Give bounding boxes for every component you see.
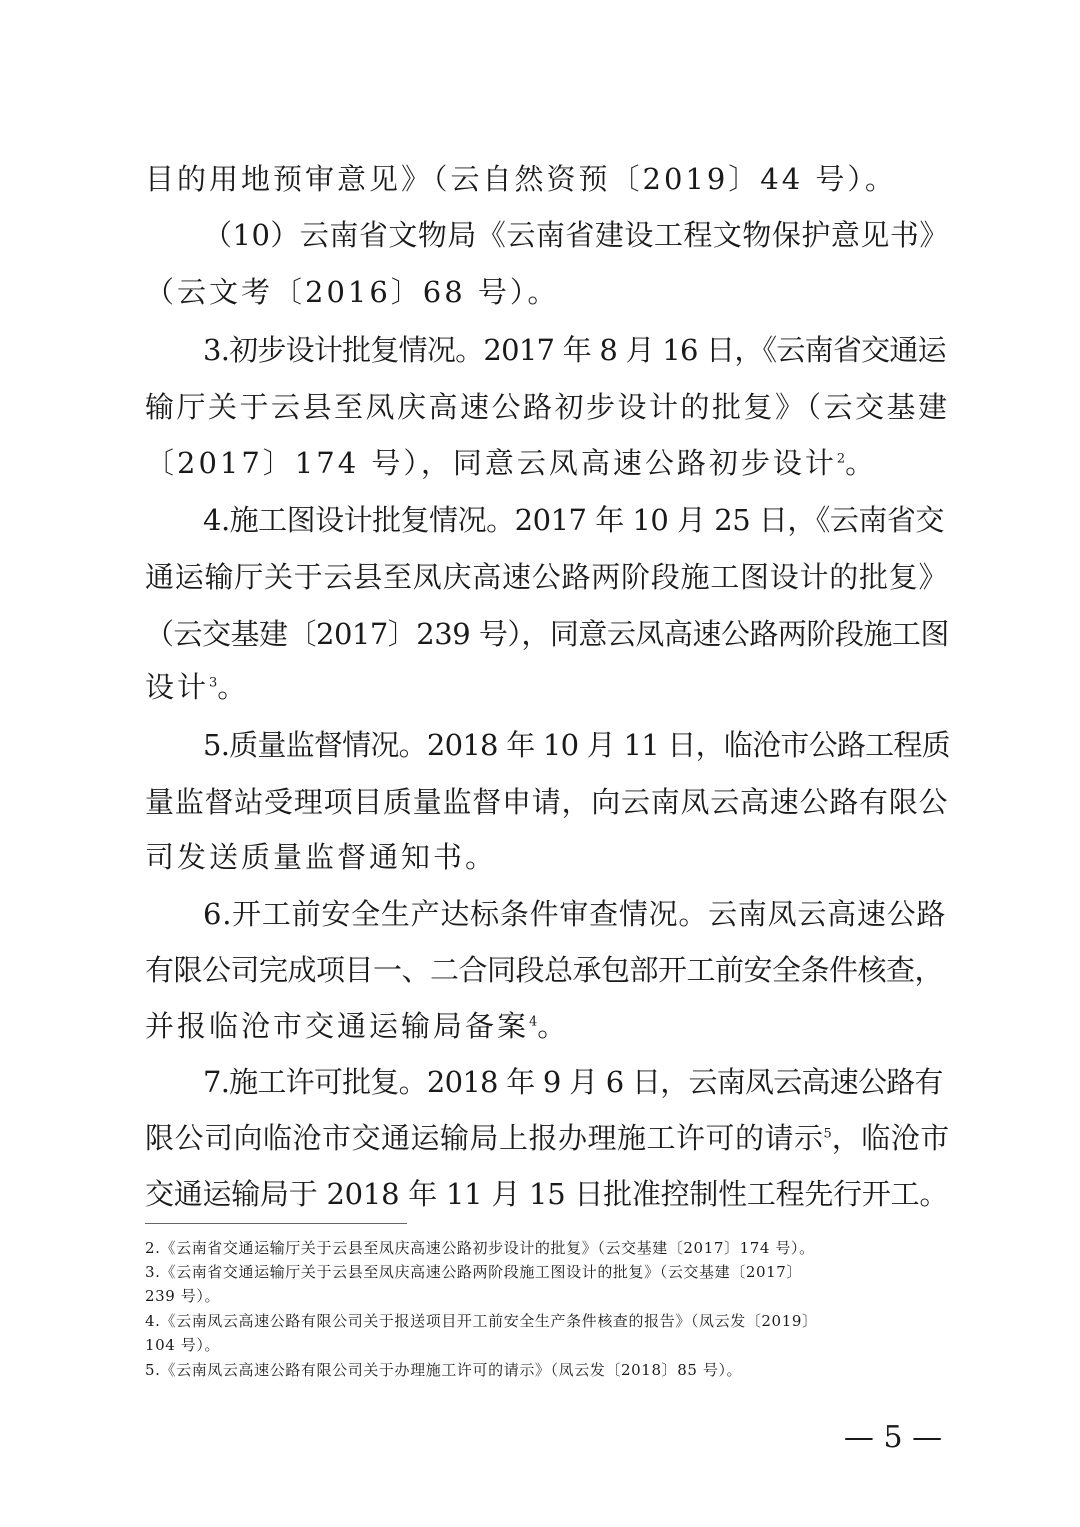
body-line: （云交基建〔2017〕239 号），同意云凤高速公路两阶段施工图 <box>145 617 949 651</box>
footnote-line: 2.《云南省交通运输厅关于云县至凤庆高速公路初步设计的批复》（云交基建〔2017〕174 号）。 <box>145 1239 815 1257</box>
footnote-ref: 5 <box>823 1126 832 1142</box>
body-line: 设计$^3$。 <box>145 670 250 704</box>
body-line: 4.施工图设计批复情况。2017 年 10 月 25 日，《云南省交 <box>203 503 944 537</box>
body-line: 输厅关于云县至凤庆高速公路初步设计的批复》（云交基建 <box>145 390 950 424</box>
page-number: — 5 — <box>843 1420 943 1455</box>
body-line: 司发送质量监督通知书。 <box>145 840 498 874</box>
footnote-line: 5.《云南凤云高速公路有限公司关于办理施工许可的请示》（凤云发〔2018〕85 号）。 <box>145 1361 743 1379</box>
footnote-line: 3.《云南省交通运输厅关于云县至凤庆高速公路两阶段施工图设计的批复》（云交基建〔2017〕 <box>145 1263 802 1281</box>
body-line: 3.初步设计批复情况。2017 年 8 月 16 日，《云南省交通运 <box>203 333 946 367</box>
footnote-line: 4.《云南凤云高速公路有限公司关于报送项目开工前安全生产条件核查的报告》（凤云发〔2019〕 <box>145 1312 818 1330</box>
footnote-line: 239 号）。 <box>145 1287 221 1305</box>
body-line: 有限公司完成项目一、二合同段总承包部开工前安全条件核查， <box>145 953 944 987</box>
footnote-ref: 4 <box>529 1014 538 1030</box>
body-line: 限公司向临沧市交通运输局上报办理施工许可的请示$^5$，临沧市 <box>145 1121 950 1155</box>
body-line: 6.开工前安全生产达标条件审查情况。云南凤云高速公路 <box>203 897 947 931</box>
body-line: （10）云南省文物局《云南省建设工程文物保护意见书》 <box>203 218 949 252</box>
body-line: 交通运输局于 2018 年 11 月 15 日批准控制性工程先行开工。 <box>145 1177 949 1211</box>
footnote-separator <box>145 1223 407 1224</box>
footnote-line: 104 号）。 <box>145 1336 221 1354</box>
body-line: （云文考〔2016〕68 号）。 <box>145 275 560 309</box>
body-line: 7.施工许可批复。2018 年 9 月 6 日，云南凤云高速公路有 <box>203 1065 943 1099</box>
body-line: 并报临沧市交通运输局备案$^4$。 <box>145 1009 570 1043</box>
body-line: 5.质量监督情况。2018 年 10 月 11 日，临沧市公路工程质 <box>203 728 950 762</box>
body-line: 量监督站受理项目质量监督申请，向云南凤云高速公路有限公 <box>145 785 949 819</box>
footnote-ref: 3 <box>209 675 218 691</box>
body-line: 通运输厅关于云县至凤庆高速公路两阶段施工图设计的批复》 <box>145 560 949 594</box>
body-line: 〔2017〕174 号），同意云凤高速公路初步设计$^2$。 <box>145 446 878 480</box>
footnote-ref: 2 <box>836 451 846 467</box>
body-line: 目的用地预审意见》（云自然资预〔2019〕44 号）。 <box>145 162 897 196</box>
